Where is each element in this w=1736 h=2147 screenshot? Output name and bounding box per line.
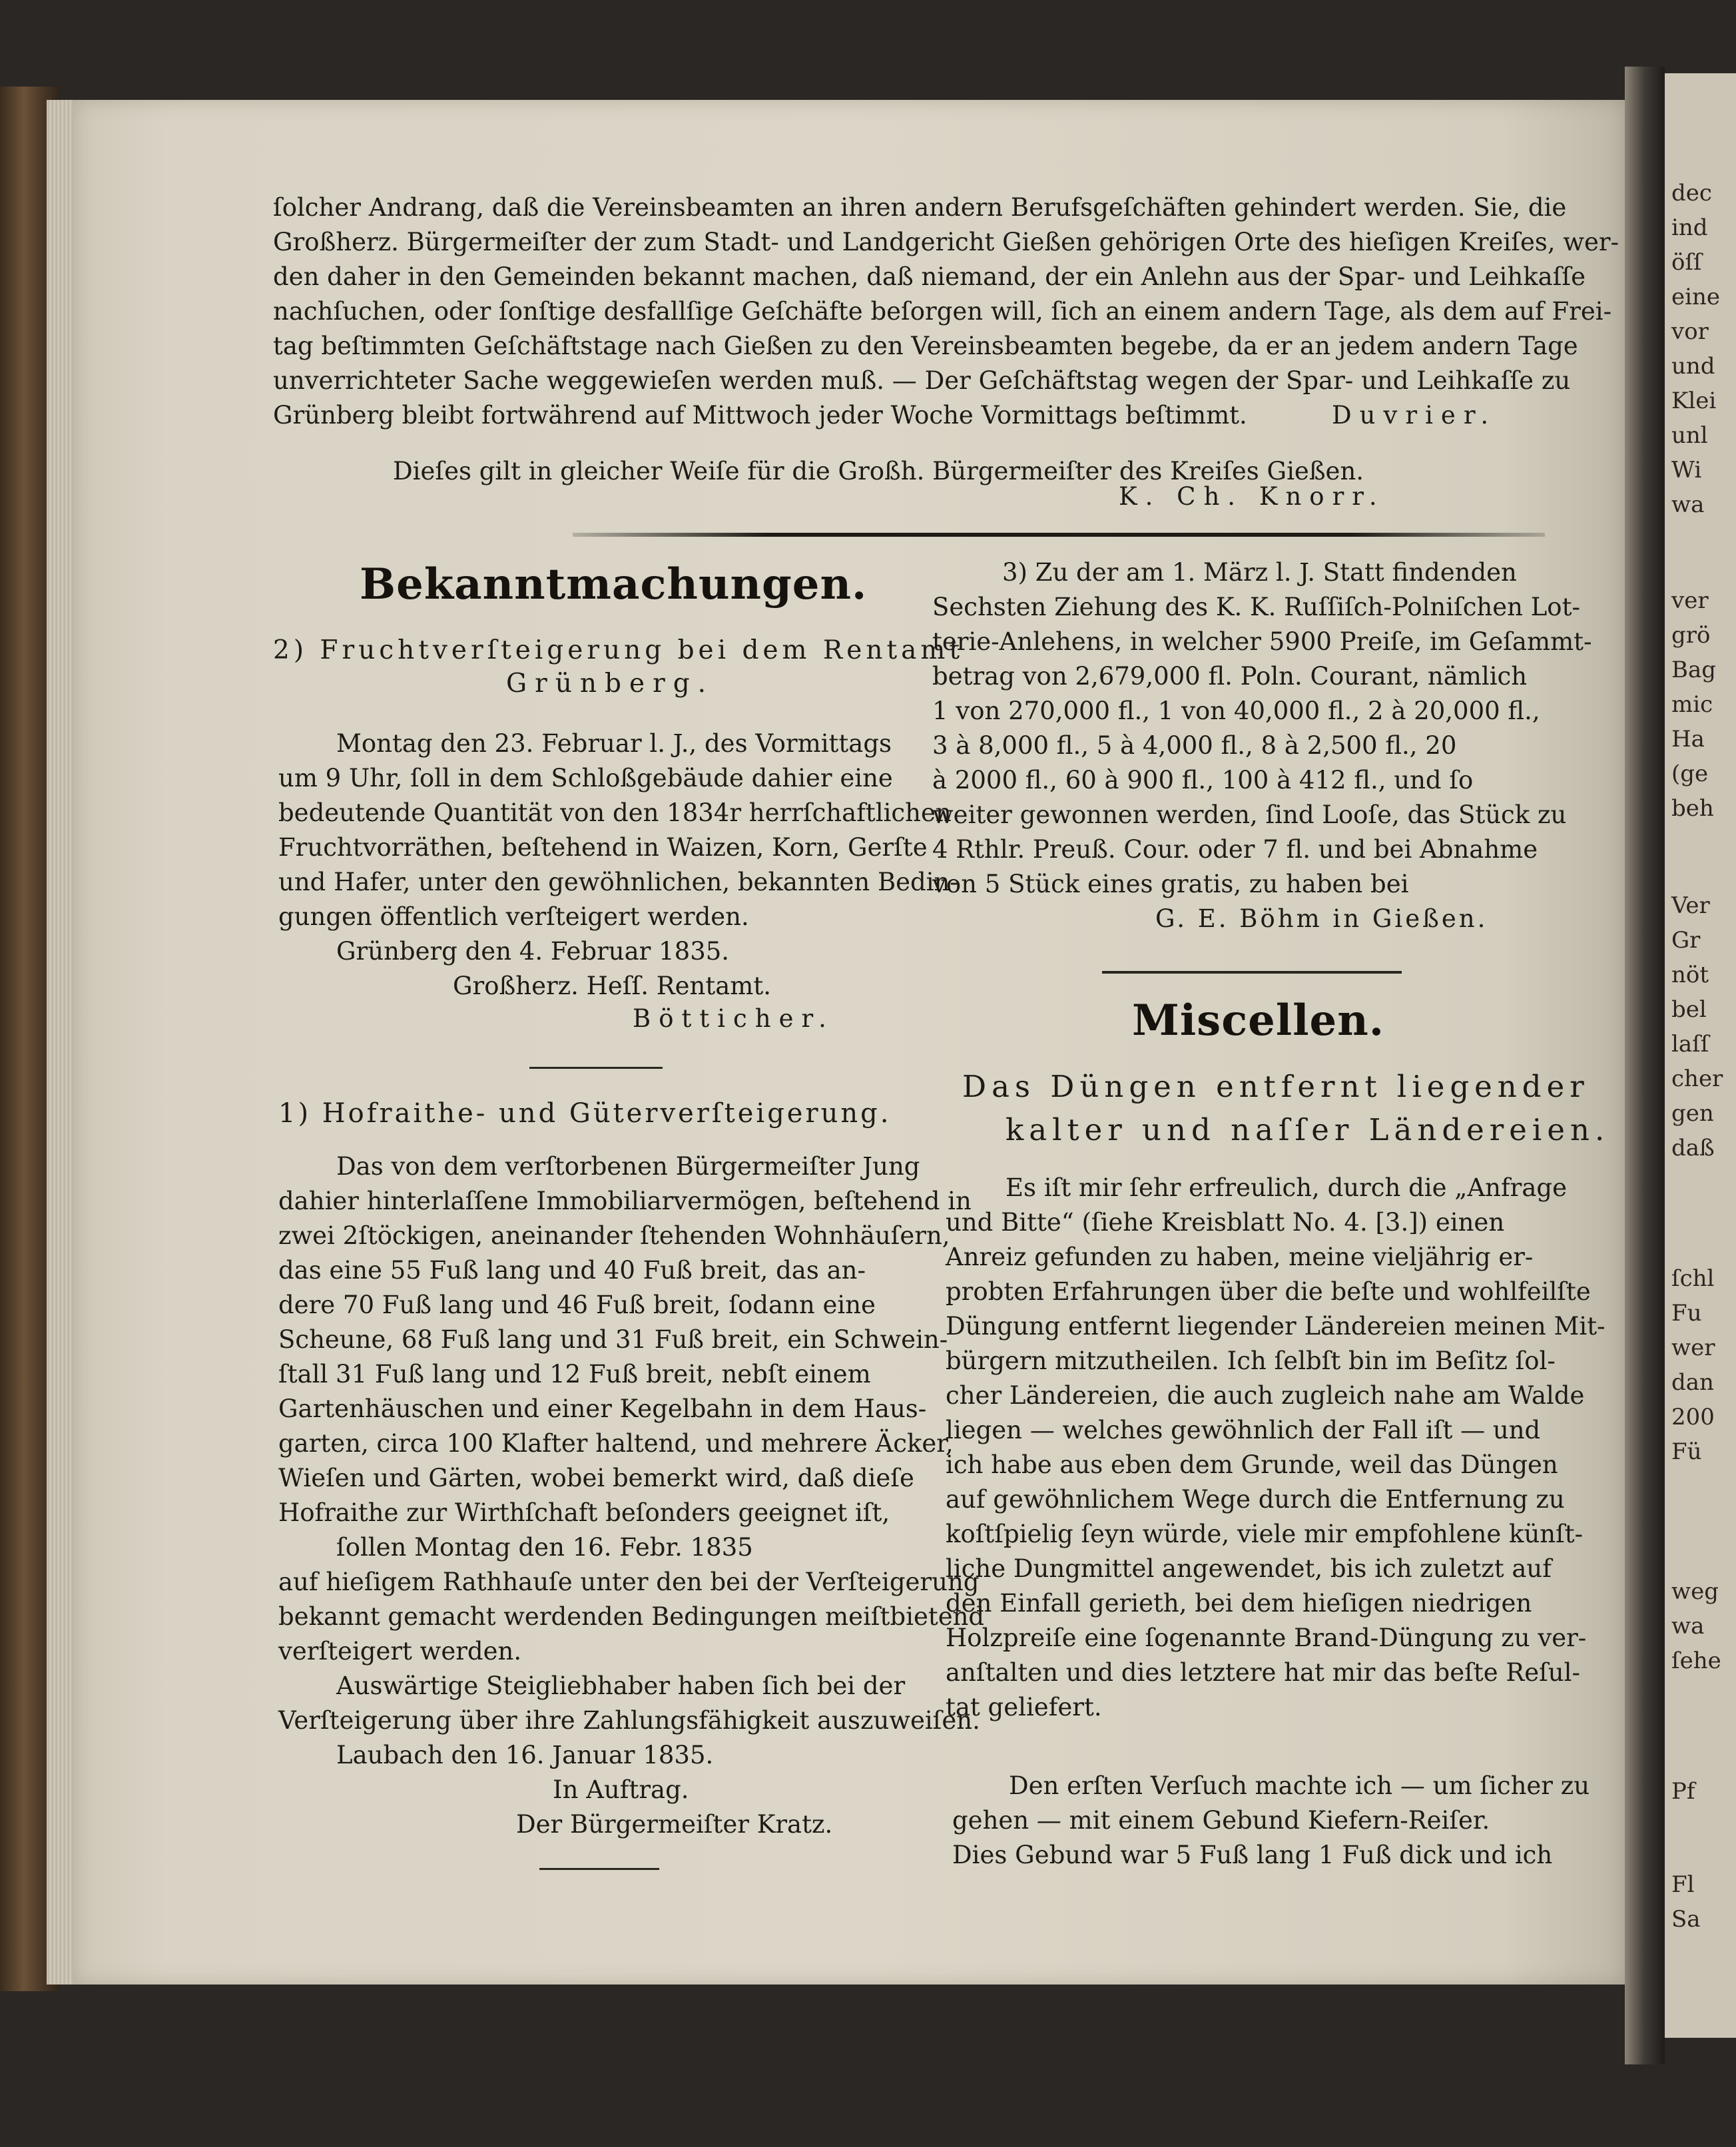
text-line: Scheune, 68 Fuß lang und 31 Fuß breit, ein Schwein-	[278, 1325, 948, 1354]
text-line: Großherz. Bürgermeiſter der zum Stadt- und Landgericht Gießen gehörigen Orte des hieſigen Kreiſes, wer-	[273, 228, 1619, 256]
fragment-text: ſehe	[1671, 1648, 1721, 1674]
text-line: liegen — welches gewöhnlich der Fall iſt — und	[946, 1416, 1541, 1444]
text-line: weiter gewonnen werden, ſind Looſe, das Stück zu	[932, 800, 1567, 829]
text-line: tat geliefert.	[946, 1693, 1102, 1721]
text-line: probten Erfahrungen über die beſte und wohlfeilſte	[946, 1277, 1591, 1306]
item-divider	[539, 1868, 659, 1870]
text-line: Das von dem verſtorbenen Bürgermeiſter Jung	[336, 1152, 920, 1181]
text-line: gehen — mit einem Gebund Kiefern-Reiſer.	[952, 1806, 1490, 1835]
place-date: Laubach den 16. Januar 1835.	[336, 1741, 714, 1769]
text-line: den Einfall gerieth, bei dem hieſigen niedrigen	[946, 1589, 1532, 1618]
fragment-text: nöt	[1671, 962, 1709, 988]
text-line: 4 Rthlr. Preuß. Cour. oder 7 fl. und bei Abnahme	[932, 835, 1538, 864]
notice-title: 2) Fruchtverſteigerung bei dem Rentamt	[273, 635, 964, 665]
text-line: Auswärtige Steigliebhaber haben ſich bei der	[336, 1672, 906, 1700]
fragment-text: (ge	[1671, 761, 1709, 787]
text-line: terie-Anlehens, in welcher 5900 Preiſe, im Geſammt-	[932, 627, 1592, 656]
fragment-text: wa	[1671, 1613, 1705, 1640]
fragment-text: ver	[1671, 587, 1709, 614]
text-line: und Bitte“ (ſiehe Kreisblatt No. 4. [3.]) einen	[946, 1208, 1505, 1237]
fragment-text: laſſ	[1671, 1031, 1709, 1058]
text-line: tag beſtimmten Geſchäftstage nach Gießen zu den Vereinsbeamten begebe, da er an jedem andern Tage	[273, 332, 1578, 360]
text-line: bekannt gemacht werdenden Bedingungen meiſtbietend	[278, 1602, 985, 1631]
text-line: verſteigert werden.	[278, 1637, 522, 1666]
text-line: Den erſten Verſuch machte ich — um ſicher zu	[1009, 1771, 1590, 1800]
facing-page-edge	[1665, 73, 1736, 2038]
text-line: 1 von 270,000 fl., 1 von 40,000 fl., 2 à 20,000 fl.,	[932, 697, 1540, 725]
section-divider	[1102, 971, 1402, 974]
place-date: Grünberg den 4. Februar 1835.	[336, 937, 730, 966]
fragment-text: beh	[1671, 795, 1714, 822]
fragment-text: gen	[1671, 1100, 1714, 1127]
text-line: ich habe aus eben dem Grunde, weil das Düngen	[946, 1450, 1558, 1479]
text-line: von 5 Stück eines gratis, zu haben bei	[932, 870, 1409, 898]
text-line: betrag von 2,679,000 fl. Poln. Courant, nämlich	[932, 662, 1528, 691]
fragment-text: bel	[1671, 996, 1707, 1023]
text-line: à 2000 fl., 60 à 900 fl., 100 à 412 fl., und ſo	[932, 766, 1474, 794]
text-line: Fruchtvorräthen, beſtehend in Waizen, Korn, Gerſte	[278, 833, 928, 862]
fragment-text: grö	[1671, 622, 1711, 649]
text-line: Sechsten Ziehung des K. K. Ruſſiſch-Polniſchen Lot-	[932, 593, 1580, 621]
commission-note: In Auftrag.	[553, 1775, 689, 1804]
notice-title: Grünberg.	[506, 669, 715, 699]
fragment-text: Klei	[1671, 388, 1717, 414]
fragment-text: dan	[1671, 1369, 1714, 1396]
text-line: Holzpreiſe eine ſogenannte Brand-Düngung zu ver-	[946, 1624, 1587, 1652]
text-line: koſtſpielig ſeyn würde, viele mir empfohlene künſt-	[946, 1520, 1584, 1548]
section-divider	[573, 533, 1545, 537]
fragment-text: Fü	[1671, 1438, 1702, 1465]
text-line: Verſteigerung über ihre Zahlungsfähigkeit auszuweiſen.	[278, 1706, 980, 1735]
text-line: unverrichteter Sache weggewieſen werden muß. — Der Geſchäftstag wegen der Spar- und Leihkaſſe zu	[273, 366, 1571, 395]
text-line: zwei 2ſtöckigen, aneinander ſtehenden Wohnhäuſern,	[278, 1221, 950, 1250]
book-gutter	[1625, 67, 1665, 2064]
text-line: gungen öffentlich verſteigert werden.	[278, 902, 749, 931]
fragment-text: Wi	[1671, 457, 1702, 483]
text-line: auf gewöhnlichem Wege durch die Entfernung zu	[946, 1485, 1565, 1514]
signature: G. E. Böhm in Gießen.	[1155, 904, 1488, 933]
text-line: Hofraithe zur Wirthſchaft beſonders geeignet iſt,	[278, 1498, 890, 1527]
section-heading: Miscellen.	[1132, 996, 1385, 1046]
article-title: kalter und naſſer Ländereien.	[1006, 1112, 1610, 1147]
fragment-text: cher	[1671, 1066, 1723, 1092]
text-line: um 9 Uhr, ſoll in dem Schloßgebäude dahier eine	[278, 764, 893, 792]
signature: Duvrier.	[1332, 401, 1497, 430]
fragment-text: Pf	[1671, 1778, 1695, 1805]
article-title: Das Düngen entfernt liegender	[962, 1069, 1590, 1104]
text-line: nachſuchen, oder ſonſtige desfallſige Geſchäfte beſorgen will, ſich an einem andern Tage, als dem auf Frei-	[273, 297, 1612, 326]
fragment-text: vor	[1671, 318, 1709, 345]
item-divider	[529, 1067, 663, 1069]
fragment-text: ſchl	[1671, 1265, 1715, 1292]
auction-date: ſollen Montag den 16. Febr. 1835	[336, 1533, 753, 1562]
text-line: ſtall 31 Fuß lang und 12 Fuß breit, nebſt einem	[278, 1360, 871, 1388]
text-line: bedeutende Quantität von den 1834r herrſchaftlichen	[278, 798, 952, 827]
fragment-text: dec	[1671, 180, 1712, 206]
text-line: Es iſt mir ſehr erfreulich, durch die „Anfrage	[1006, 1173, 1568, 1202]
fragment-text: wa	[1671, 491, 1705, 518]
fragment-text: 200	[1671, 1404, 1715, 1430]
text-line: dere 70 Fuß lang und 46 Fuß breit, ſodann eine	[278, 1291, 876, 1319]
text-line: den daher in den Gemeinden bekannt machen, daß niemand, der ein Anlehn aus der Spar- und Leihkaſſe	[273, 262, 1586, 291]
fragment-text: eine	[1671, 284, 1721, 310]
text-line: 3) Zu der am 1. März l. J. Statt findenden	[1002, 558, 1517, 587]
signature: Der Bürgermeiſter Kratz.	[516, 1810, 833, 1839]
text-line: 3 à 8,000 fl., 5 à 4,000 fl., 8 à 2,500 fl., 20	[932, 731, 1457, 760]
text-line: Montag den 23. Februar l. J., des Vormittags	[336, 729, 892, 758]
fragment-text: Ver	[1671, 892, 1710, 919]
text-line: auf hieſigem Rathhauſe unter den bei der Verſteigerung	[278, 1568, 980, 1596]
fragment-text: daß	[1671, 1135, 1715, 1161]
fragment-text: wer	[1671, 1335, 1715, 1361]
text-line: Gartenhäuschen und einer Kegelbahn in dem Haus-	[278, 1394, 927, 1423]
text-line: Wieſen und Gärten, wobei bemerkt wird, daß dieſe	[278, 1464, 914, 1492]
fragment-text: Fl	[1671, 1871, 1695, 1898]
notice-title: 1) Hofraithe- und Güterverſteigerung.	[278, 1098, 892, 1129]
fragment-text: weg	[1671, 1578, 1719, 1605]
section-heading: Bekanntmachungen.	[360, 559, 868, 609]
fragment-text: mic	[1671, 691, 1713, 718]
note-line: Dieſes gilt in gleicher Weiſe für die Großh. Bürgermeiſter des Kreiſes Gießen.	[393, 457, 1364, 485]
text-line: Grünberg bleibt fortwährend auf Mittwoch jeder Woche Vormittags beſtimmt.	[273, 401, 1247, 430]
fragment-text: unl	[1671, 422, 1708, 449]
text-line: garten, circa 100 Klafter haltend, und mehrere Äcker,	[278, 1429, 954, 1458]
text-line: ſolcher Andrang, daß die Vereinsbeamten an ihren andern Berufsgeſchäften gehindert werden. Sie, die	[273, 193, 1567, 222]
text-line: cher Ländereien, die auch zugleich nahe am Walde	[946, 1381, 1585, 1410]
fragment-text: öſſ	[1671, 249, 1702, 276]
fragment-text: Bag	[1671, 657, 1717, 683]
text-line: anſtalten und dies letztere hat mir das beſte Reſul-	[946, 1658, 1580, 1687]
text-line: dahier hinterlaſſene Immobiliarvermögen, beſtehend in	[278, 1187, 972, 1215]
fragment-text: und	[1671, 353, 1715, 380]
fragment-text: Fu	[1671, 1300, 1702, 1327]
office-name: Großherz. Heſſ. Rentamt.	[453, 972, 771, 1000]
fragment-text: Sa	[1671, 1906, 1701, 1933]
text-line: Düngung entfernt liegender Ländereien meinen Mit-	[946, 1312, 1605, 1341]
text-line: liche Dungmittel angewendet, bis ich zuletzt auf	[946, 1554, 1552, 1583]
fragment-text: Ha	[1671, 726, 1705, 753]
text-line: bürgern mitzutheilen. Ich ſelbſt bin im Beſitz ſol-	[946, 1347, 1556, 1375]
fragment-text: Gr	[1671, 927, 1701, 954]
text-line: das eine 55 Fuß lang und 40 Fuß breit, das an-	[278, 1256, 866, 1285]
text-line: Dies Gebund war 5 Fuß lang 1 Fuß dick und ich	[952, 1841, 1553, 1869]
signature: K. Ch. Knorr.	[1119, 482, 1385, 511]
text-line: und Hafer, unter den gewöhnlichen, bekannten Bedin-	[278, 868, 958, 896]
text-line: Anreiz gefunden zu haben, meine vieljährig er-	[946, 1243, 1534, 1271]
fragment-text: ind	[1671, 214, 1708, 241]
signature: Bötticher.	[633, 1004, 834, 1033]
